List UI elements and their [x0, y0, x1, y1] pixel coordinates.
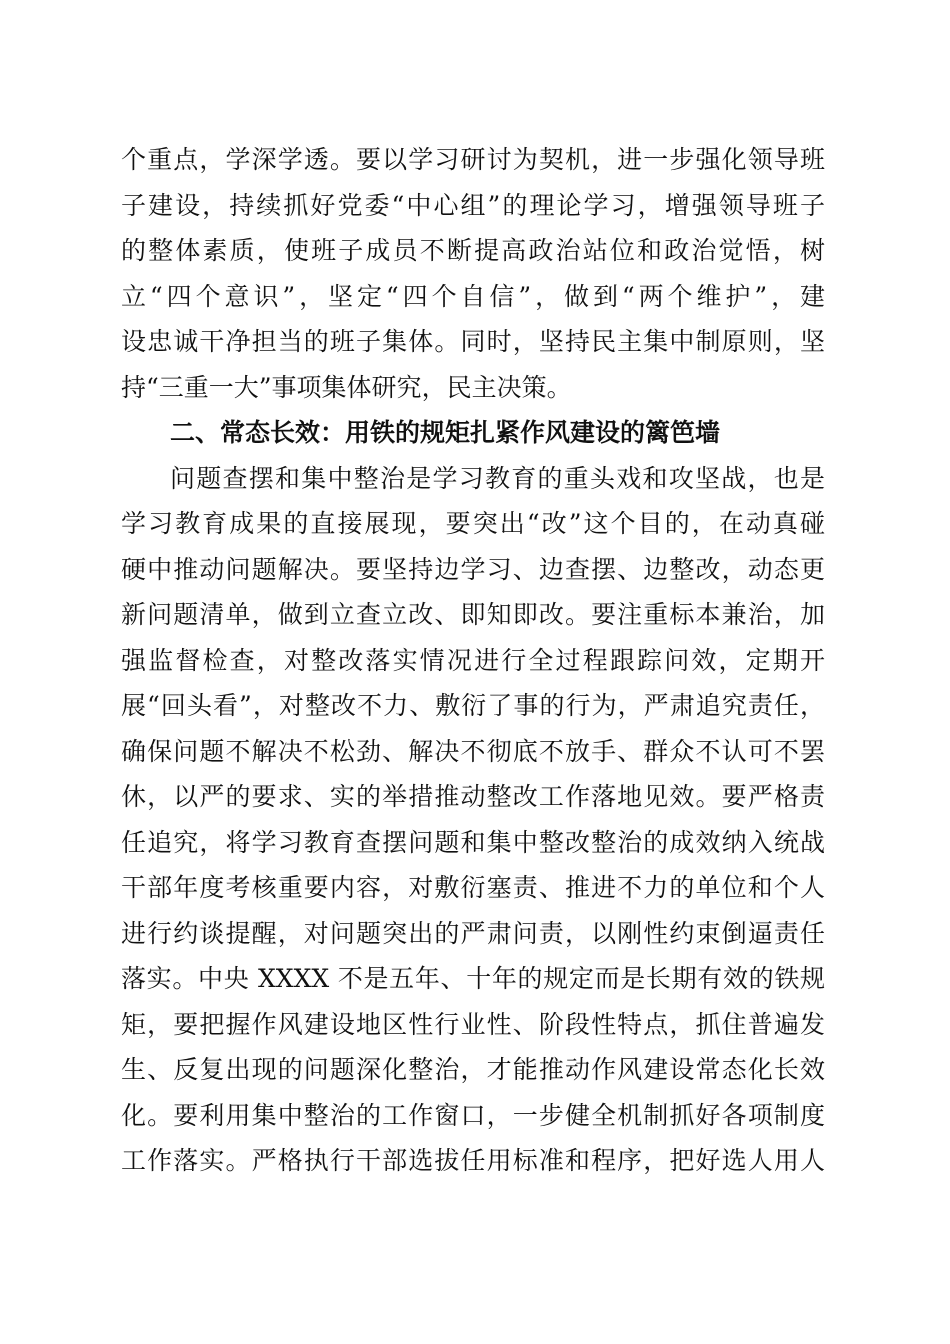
body-text-line: 落实。中央 XXXX 不是五年、十年的规定而是长期有效的铁规 [121, 964, 825, 993]
body-text-line: 化。要利用集中整治的工作窗口，一步健全机制抓好各项制度 [121, 1101, 825, 1130]
body-text-line: 学习教育成果的直接展现，要突出“改”这个目的，在动真碰 [121, 509, 825, 538]
body-text-line: 工作落实。严格执行干部选拔任用标准和程序，把好选人用人 [121, 1146, 825, 1175]
body-text-line: 矩，要把握作风建设地区性行业性、阶段性特点，抓住普遍发 [121, 1010, 825, 1039]
body-text-line: 的整体素质，使班子成员不断提高政治站位和政治觉悟，树 [121, 236, 825, 265]
body-text-line: 任追究，将学习教育查摆问题和集中整改整治的成效纳入统战 [121, 828, 825, 857]
body-text-line: 硬中推动问题解决。要坚持边学习、边查摆、边整改，动态更 [121, 555, 825, 584]
body-text-line: 问题查摆和集中整治是学习教育的重头戏和攻坚战，也是 [170, 464, 825, 493]
body-text-line: 展“回头看”，对整改不力、敷衍了事的行为，严肃追究责任， [121, 691, 825, 720]
body-text-line: 立“四个意识”，坚定“四个自信”，做到“两个维护”，建 [121, 282, 825, 311]
body-text-line: 新问题清单，做到立查立改、即知即改。要注重标本兼治，加 [121, 600, 825, 629]
body-text-line: 强监督检查，对整改落实情况进行全过程跟踪问效，定期开 [121, 646, 825, 675]
body-text-line: 休，以严的要求、实的举措推动整改工作落地见效。要严格责 [121, 782, 825, 811]
body-text-line: 进行约谈提醒，对问题突出的严肃问责，以刚性约束倒逼责任 [121, 919, 825, 948]
body-text-line: 确保问题不解决不松劲、解决不彻底不放手、群众不认可不罢 [121, 737, 825, 766]
body-text-line: 个重点，学深学透。要以学习研讨为契机，进一步强化领导班 [121, 145, 825, 174]
body-text-line: 生、反复出现的问题深化整治，才能推动作风建设常态化长效 [121, 1055, 825, 1084]
section-heading: 二、常态长效：用铁的规矩扎紧作风建设的篱笆墙 [170, 418, 721, 447]
body-text-line: 干部年度考核重要内容，对敷衍塞责、推进不力的单位和个人 [121, 873, 825, 902]
body-text-line: 子建设，持续抓好党委“中心组”的理论学习，增强领导班子 [121, 191, 825, 220]
body-text-line: 持“三重一大”事项集体研究，民主决策。 [121, 373, 572, 402]
body-text-line: 设忠诚干净担当的班子集体。同时，坚持民主集中制原则，坚 [121, 327, 825, 356]
